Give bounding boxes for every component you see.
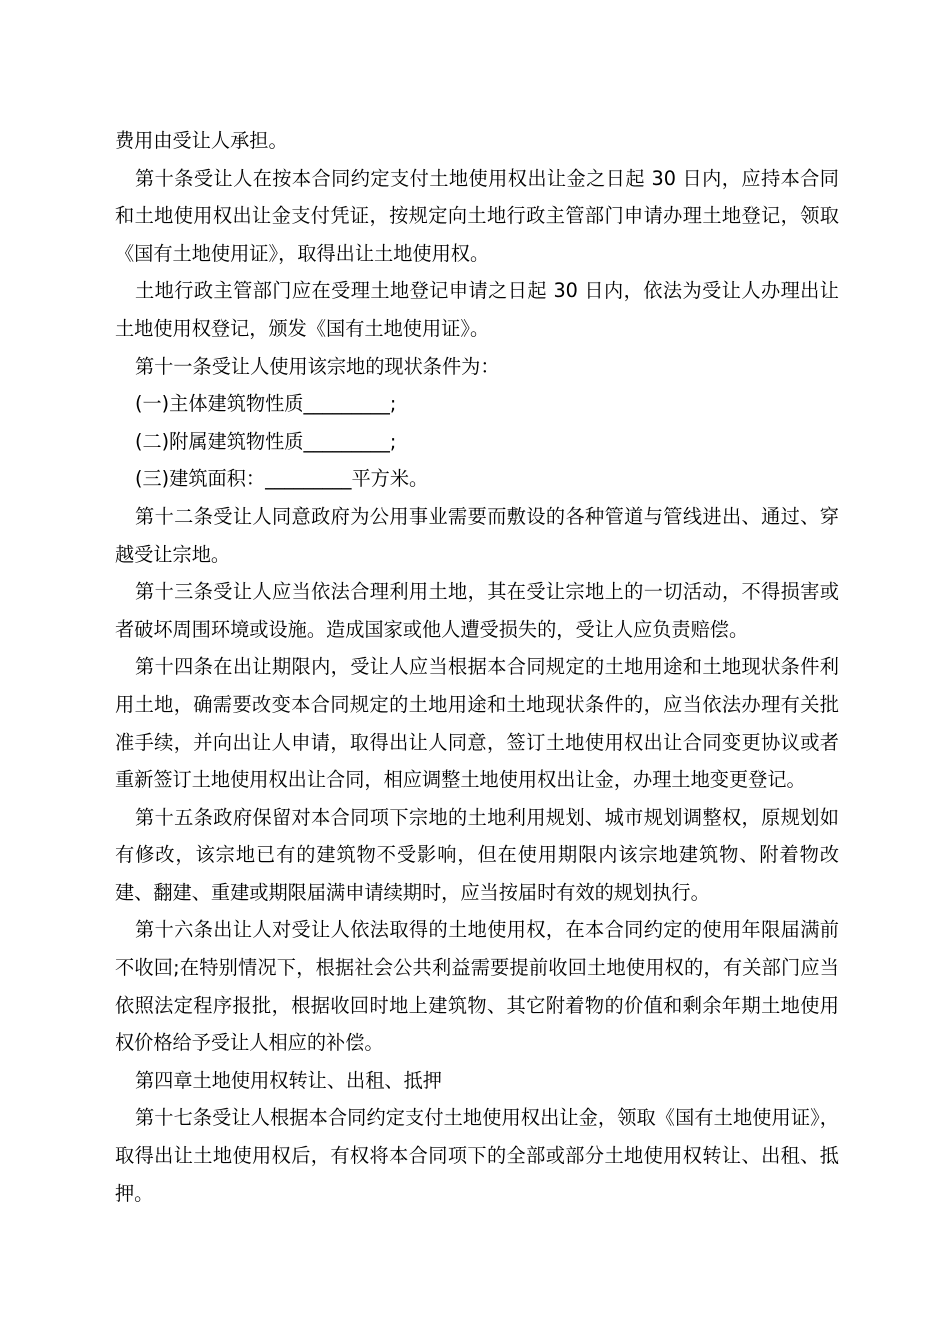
paragraph-article-10: 第十条受让人在按本合同约定支付土地使用权出让金之日起 30 日内，应持本合同和土地使用权出让金支付凭证，按规定向土地行政主管部门申请办理土地登记，领取《国有土地使用证》，取得出让土地使用权。 xyxy=(115,166,839,265)
paragraph-item-2: (二)附属建筑物性质_________; xyxy=(135,429,397,453)
paragraph-item-3: (三)建筑面积：_________平方米。 xyxy=(135,467,429,491)
paragraph-article-13: 第十三条受让人应当依法合理利用土地，其在受让宗地上的一切活动，不得损害或者破坏周围环境或设施。造成国家或他人遭受损失的，受让人应负责赔偿。 xyxy=(115,580,839,641)
paragraph-article-12: 第十二条受让人同意政府为公用事业需要而敷设的各种管道与管线进出、通过、穿越受让宗地。 xyxy=(115,504,839,566)
paragraph-article-11: 第十一条受让人使用该宗地的现状条件为： xyxy=(135,354,500,378)
document-body xyxy=(115,122,839,1212)
paragraph-continuation: 费用由受让人承担。 xyxy=(115,129,288,152)
chapter-heading-4: 第四章土地使用权转让、出租、抵押 xyxy=(135,1068,442,1092)
paragraph-article-15: 第十五条政府保留对本合同项下宗地的土地利用规划、城市规划调整权，原规划如有修改，该宗地已有的建筑物不受影响，但在使用期限内该宗地建筑物、附着物改建、翻建、重建或期限届满申请续期时，应当按届时有效的规划执行。 xyxy=(115,805,839,904)
paragraph-registration-authority: 土地行政主管部门应在受理土地登记申请之日起 30 日内，依法为受让人办理出让土地使用权登记，颁发《国有土地使用证》。 xyxy=(115,279,839,340)
paragraph-article-16: 第十六条出让人对受让人依法取得的土地使用权，在本合同约定的使用年限届满前不收回;在特别情况下，根据社会公共利益需要提前收回土地使用权的，有关部门应当依照法定程序报批，根据收回时地上建筑物、其它附着物的价值和剩余年期土地使用权价格给予受让人相应的补偿。 xyxy=(115,918,839,1055)
paragraph-article-17: 第十七条受让人根据本合同约定支付土地使用权出让金，领取《国有土地使用证》，取得出让土地使用权后，有权将本合同项下的全部或部分土地使用权转让、出租、抵押。 xyxy=(115,1106,839,1205)
paragraph-article-14: 第十四条在出让期限内，受让人应当根据本合同规定的土地用途和土地现状条件利用土地，确需要改变本合同规定的土地用途和土地现状条件的，应当依法办理有关批准手续，并向出让人申请，取得出让人同意，签订土地使用权出让合同变更协议或者重新签订土地使用权出让合同，相应调整土地使用权出让金，办理土地变更登记。 xyxy=(115,655,839,792)
paragraph-item-1: (一)主体建筑物性质_________; xyxy=(135,392,397,416)
